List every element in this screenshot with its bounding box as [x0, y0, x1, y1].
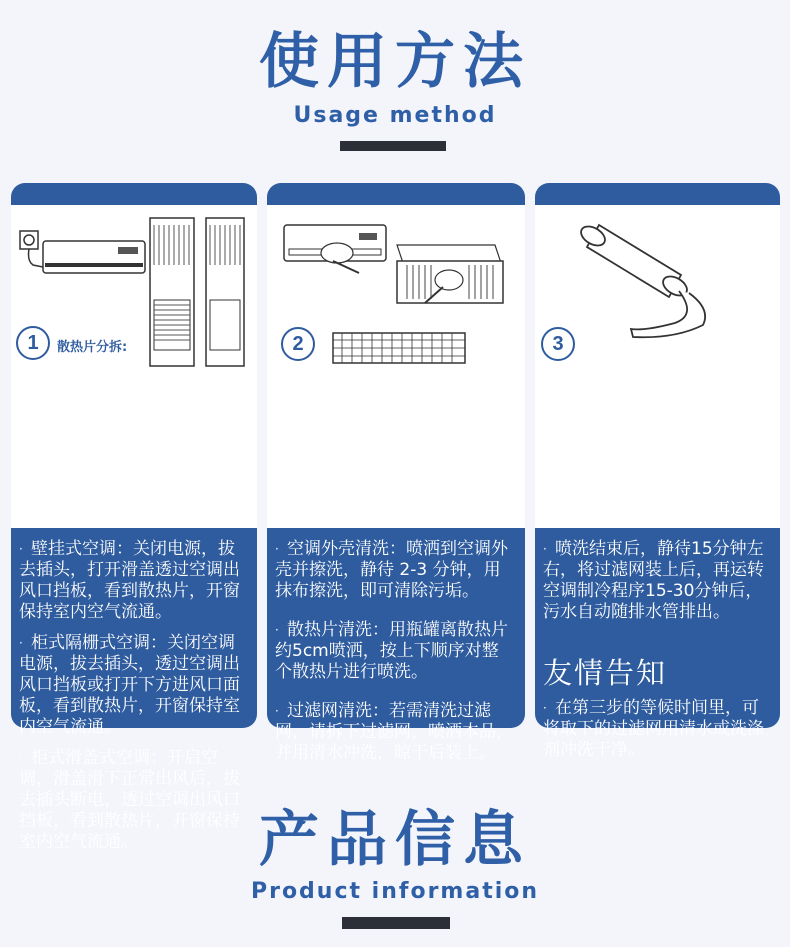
- step-2-illustration: [267, 205, 525, 528]
- usage-title-bar: [340, 141, 446, 151]
- spray-nozzle-icon: [578, 223, 705, 338]
- step-card-3: [535, 183, 780, 760]
- drain-pipe-illustration: [535, 205, 780, 355]
- step-3-illustration: [535, 205, 780, 528]
- step-2-text: [267, 533, 525, 763]
- usage-title: 使用方法: [259, 27, 531, 97]
- step-3-text: [535, 533, 780, 760]
- step-number-badge: 1: [16, 326, 50, 360]
- list-item: · 散热片清洗：用瓶罐离散热片约5cm喷洒，按上下顺序对整个散热片进行喷洗。: [275, 620, 508, 682]
- product-subtitle: Product information: [250, 879, 540, 904]
- filter-grid-icon: [332, 332, 472, 368]
- step-number-badge: 2: [281, 327, 315, 361]
- step-1-illustration: [11, 205, 257, 528]
- list-item: · 喷洗结束后，静待15分钟左右，将过滤网装上后，再运转空调制冷程序15-30分钟后，污水自动随排水管排出。: [543, 539, 764, 622]
- list-item: · 在第三步的等候时间里，可将取下的过滤网用清水或洗涤剂冲洗干净。: [543, 698, 764, 760]
- list-item: · 柜式隔栅式空调：关闭空调电源，拔去插头，透过空调出风口挡板或打开下方进风口面板，看到散热片，开窗保持室内空气流通。: [19, 633, 240, 737]
- notice-title: 友情告知: [543, 656, 668, 690]
- wall-ac-icon: [43, 241, 145, 273]
- list-item: · 空调外壳清洗：喷洒到空调外壳并擦洗，静待 2-3 分钟，用抹布擦洗，即可清除污垢。: [275, 539, 508, 601]
- grille-panel-icon: [397, 245, 503, 303]
- usage-subtitle: Usage method: [293, 103, 497, 128]
- list-item: · 过滤网清洗：若需清洗过滤网，请拆下过滤网，喷洒本品，并用清水冲洗，晾干后装上。: [275, 701, 513, 763]
- step-1-text: [11, 533, 257, 852]
- step-1-image-label: 散热片分拆:: [57, 340, 128, 355]
- product-title: 产品信息: [259, 805, 531, 875]
- spray-cleaning-illustration: [267, 205, 525, 335]
- step-card-1: [11, 183, 257, 852]
- floor-ac-icon: [206, 218, 244, 366]
- step-number-badge: 3: [541, 327, 575, 361]
- list-item: · 柜式滑盖式空调：开启空调，滑盖滑下正常出风后，拔去插头断电，透过空调出风口挡板，看到散热片，开窗保持室内空气流通。: [19, 748, 240, 852]
- floor-ac-icon: [150, 218, 194, 366]
- product-title-bar: [342, 917, 450, 929]
- watermark: 制 令 通: [366, 462, 410, 476]
- step-card-2: [267, 183, 525, 763]
- list-item: · 壁挂式空调：关闭电源，拔去插头，打开滑盖透过空调出风口挡板，看到散热片，开窗保持室内空气流通。: [19, 539, 240, 622]
- ac-units-illustration: [11, 205, 257, 355]
- power-socket-icon: [20, 231, 43, 267]
